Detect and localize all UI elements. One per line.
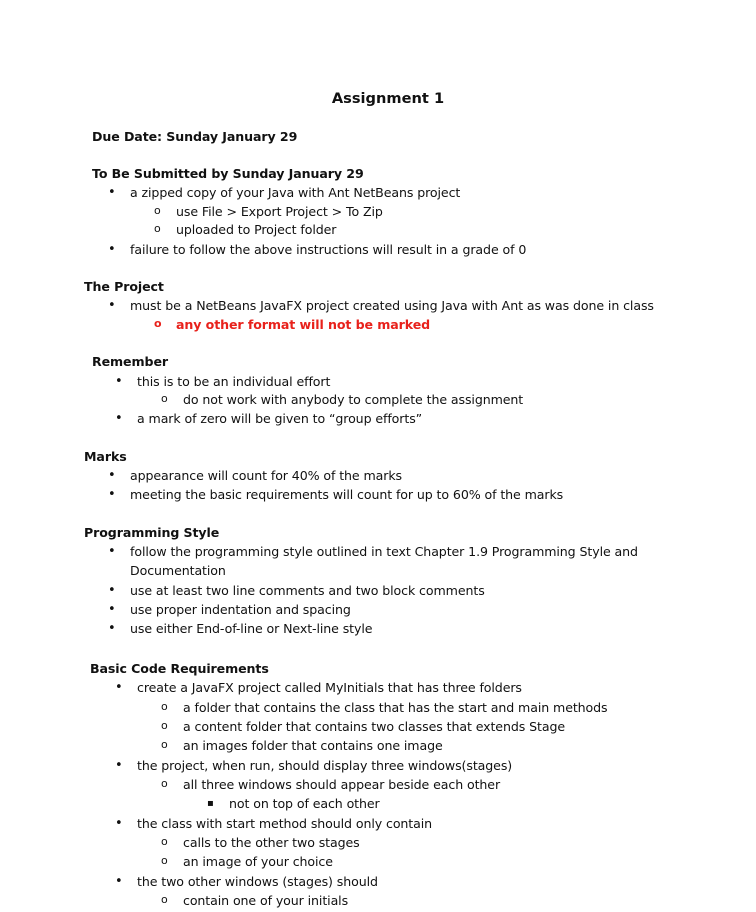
requirements-subitem: o an images folder that contains one image <box>183 738 443 754</box>
requirements-subitem: o calls to the other two stages <box>183 835 360 851</box>
requirements-item: • the project, when run, should display three windows(stages) <box>137 758 512 774</box>
submission-subitem: o use File > Export Project > To Zip <box>176 204 383 220</box>
submission-item: • failure to follow the above instructions will result in a grade of 0 <box>130 242 526 258</box>
requirements-subitem: o a content folder that contains two classes that extends Stage <box>183 719 565 735</box>
marks-item: • appearance will count for 40% of the marks <box>130 468 402 484</box>
submission-item: • a zipped copy of your Java with Ant NetBeans project <box>130 185 460 201</box>
style-item: • use at least two line comments and two block comments <box>130 583 485 599</box>
requirements-subitem: o an image of your choice <box>183 854 333 870</box>
project-heading: The Project <box>84 279 164 294</box>
due-date: Due Date: Sunday January 29 <box>92 129 298 144</box>
requirements-item: • the two other windows (stages) should <box>137 874 378 890</box>
marks-heading: Marks <box>84 449 127 464</box>
page-title: Assignment 1 <box>331 90 445 107</box>
requirements-subitem: o a folder that contains the class that has the start and main methods <box>183 700 608 716</box>
requirements-heading: Basic Code Requirements <box>90 661 269 676</box>
style-item: • use proper indentation and spacing <box>130 602 351 618</box>
style-item: • use either End-of-line or Next-line style <box>130 621 372 637</box>
requirements-subsubitem: ▪ not on top of each other <box>229 796 380 812</box>
remember-subitem: o do not work with anybody to complete the assignment <box>183 392 523 408</box>
project-warning: o any other format will not be marked <box>176 317 430 333</box>
requirements-subitem: o contain one of your initials <box>183 893 348 909</box>
remember-heading: Remember <box>92 354 168 369</box>
style-item-continuation: Documentation <box>130 563 226 578</box>
requirements-item: • the class with start method should only contain <box>137 816 432 832</box>
submission-subitem: o uploaded to Project folder <box>176 222 336 238</box>
submission-heading: To Be Submitted by Sunday January 29 <box>92 166 364 181</box>
marks-item: • meeting the basic requirements will count for up to 60% of the marks <box>130 487 563 503</box>
requirements-subitem: o all three windows should appear beside each other <box>183 777 500 793</box>
project-item: • must be a NetBeans JavaFX project created using Java with Ant as was done in class <box>130 298 654 314</box>
remember-item: • this is to be an individual effort <box>137 374 330 390</box>
requirements-item: • create a JavaFX project called MyInitials that has three folders <box>137 680 522 696</box>
remember-item: • a mark of zero will be given to “group efforts” <box>137 411 422 427</box>
style-item: • follow the programming style outlined in text Chapter 1.9 Programming Style and <box>130 544 638 560</box>
style-heading: Programming Style <box>84 525 220 540</box>
